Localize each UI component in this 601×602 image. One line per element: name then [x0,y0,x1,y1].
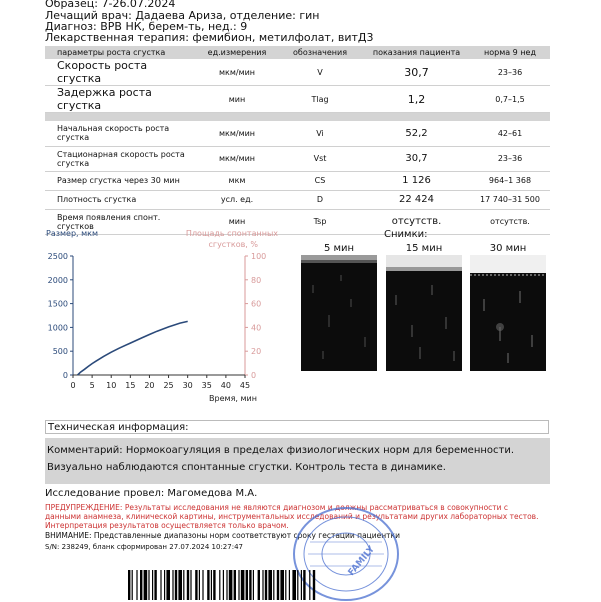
param-value: 52,2 [363,121,470,146]
table-row [45,190,550,209]
barcode-bar [148,570,149,600]
param-code: Tsp [277,209,363,234]
y-tick-label: 1000 [47,323,68,333]
warning-body: Результаты исследования не являются диагнозом и должны рассматриваться в совокупности с данными анамнеза, клинической картины, инструментальных исследований и результатами других лабораторных тестов. Интерпретация результатов осуществляется только врачом. [45,503,539,530]
barcode-bar [253,570,254,600]
barcode-bar [289,570,290,600]
table-row [45,121,550,146]
snapshot-image [301,255,377,371]
barcode-bar [241,570,245,600]
table-divider [45,113,550,122]
y-axis-label: Размер, мкм [46,229,99,238]
barcode-bar [213,570,215,600]
x-axis-label: Время, мин [209,394,257,403]
y-tick-label: 1500 [47,299,68,309]
param-value: 30,7 [363,59,470,86]
x-tick-label: 15 [125,381,136,390]
barcode-bar [292,570,296,600]
barcode-bar [140,570,142,600]
table-row [45,59,550,86]
warning-label: ПРЕДУПРЕЖДЕНИЕ: [45,503,123,512]
barcode-bar [183,570,184,600]
x-tick-label: 20 [144,381,155,390]
y2-tick-label: 40 [251,323,262,333]
doctor-line: Лечащий врач: Дадаева Ариза, отделение: гин [45,9,320,22]
barcode-bar [309,570,310,600]
barcode-bar [246,570,248,600]
barcode-bar [285,570,286,600]
param-name: Время появления спонт. сгустков [45,209,197,234]
param-norm: 42–61 [470,121,550,146]
table-row [45,146,550,171]
barcode-bar [280,570,284,600]
param-norm: отсутств. [470,209,550,234]
param-value: 1,2 [363,86,470,113]
barcode-bar [190,570,191,600]
param-code: V [277,59,363,86]
barcode-bar [301,570,302,600]
table-header-row [45,46,550,59]
barcode-bar [313,570,315,600]
param-code: Vst [277,146,363,171]
barcode-bar [238,570,239,600]
param-code: D [277,190,363,209]
barcode-bar [178,570,182,600]
barcode-bar [258,570,260,600]
barcode-icon [128,570,424,600]
barcode-bar [303,570,305,600]
param-norm: 964–1 368 [470,171,550,190]
barcode-bar [211,570,212,600]
param-name: Стационарная скорость роста сгустка [45,146,197,171]
barcode-bar [144,570,148,600]
comment-box [45,438,550,484]
diagnosis-line: Диагноз: ВРВ НК, берем-ть, нед.: 9 [45,20,248,33]
barcode-bar [265,570,267,600]
param-norm: 23–36 [470,146,550,171]
barcode-bar [234,570,236,600]
param-value: отсутств. [363,209,470,234]
y2-axis-label: сгустков, % [208,240,258,249]
barcode-bar [226,570,227,600]
barcode-bar [199,570,200,600]
y2-tick-label: 60 [251,299,262,309]
performer-line: Исследование провел: Магомедова М.А. [45,488,258,499]
x-tick-label: 0 [70,381,76,390]
y2-tick-label: 0 [251,371,257,380]
parameters-table [45,46,550,235]
stamp-text: FAMILY [346,544,377,578]
x-tick-label: 25 [163,381,174,390]
norms-note: ВНИМАНИЕ: Представленные диапазоны норм соответствуют сроку гестации пациентки [45,531,400,540]
barcode-bar [187,570,189,600]
barcode-bar [229,570,233,600]
barcode-bar [136,570,137,600]
barcode-bar [268,570,272,600]
column-header: обозначения [277,46,363,59]
param-name: Размер сгустка через 30 мин [45,171,197,190]
barcode-bar [202,570,203,600]
param-name: Плотность сгустка [45,190,197,209]
param-norm: 0,7–1,5 [470,86,550,113]
y-tick-label: 2500 [47,252,68,261]
param-unit: мин [197,86,277,113]
x-tick-label: 35 [201,381,212,390]
snapshot-image [470,255,546,371]
barcode-bar [195,570,197,600]
therapy-line: Лекарственная терапия: фемибион, метилфолат, витД3 [45,31,374,44]
y2-axis-label: Площадь спонтанных [185,229,278,238]
barcode-bar [128,570,130,600]
y-tick-label: 0 [62,371,68,380]
barcode-bar [297,570,298,600]
param-code: Tlag [277,86,363,113]
comment-line: Комментарий: Нормокоагуляция в пределах физиологических норм для беременности. [47,445,515,456]
clot-size-line [78,321,188,375]
barcode-bar [132,570,133,600]
param-unit: мкм/мин [197,59,277,86]
snapshot-label: 15 мин [405,243,443,254]
table-row [45,171,550,190]
barcode-bar [172,570,173,600]
serial-number: S/N: 238249, бланк сформирован 27.07.2024 10:27:47 [45,543,243,551]
sample-line: Образец: 7-26.07.2024 [45,0,176,10]
barcode-bar [207,570,209,600]
column-header: параметры роста сгустка [45,46,197,59]
y2-tick-label: 100 [251,252,267,261]
snapshot-label: 5 мин [323,243,355,254]
comment-line: Визуально наблюдаются спонтанные сгустки. Контроль теста в динамике. [47,462,446,473]
param-value: 30,7 [363,146,470,171]
param-code: Vi [277,121,363,146]
snapshot-image [386,255,462,371]
param-value: 1 126 [363,171,470,190]
param-code: CS [277,171,363,190]
barcode-bar [277,570,279,600]
x-tick-label: 5 [89,381,95,390]
technical-info: Техническая информация: [45,420,549,434]
param-unit: мкм/мин [197,121,277,146]
param-norm: 23–36 [470,59,550,86]
x-tick-label: 30 [182,381,193,390]
param-name: Задержка роста сгустка [45,86,197,113]
barcode-bar [164,570,165,600]
column-header: норма 9 нед [470,46,550,59]
y-tick-label: 500 [52,347,68,357]
y2-tick-label: 80 [251,275,262,285]
snapshot-label: 30 мин [489,243,527,254]
barcode-bar [160,570,161,600]
param-value: 22 424 [363,190,470,209]
barcode-bar [152,570,153,600]
barcode-bar [249,570,251,600]
barcode-bar [166,570,170,600]
barcode-bar [175,570,177,600]
barcode-bar [262,570,263,600]
param-name: Начальная скорость роста сгустка [45,121,197,146]
y-tick-label: 2000 [47,275,68,285]
column-header: ед.измерения [197,46,277,59]
y2-tick-label: 20 [251,347,262,357]
column-header: показания пациента [363,46,470,59]
param-name: Скорость роста сгустка [45,59,197,86]
barcode-bar [219,570,220,600]
snapshots-title: Снимки: [384,229,428,240]
param-norm: 17 740–31 500 [470,190,550,209]
clot-growth-chart [40,226,280,406]
x-tick-label: 40 [220,381,231,390]
param-unit: мин [197,209,277,234]
param-unit: усл. ед. [197,190,277,209]
param-unit: мкм [197,171,277,190]
barcode-bar [223,570,224,600]
barcode-bar [154,570,156,600]
table-row [45,86,550,113]
param-unit: мкм/мин [197,146,277,171]
x-tick-label: 45 [239,381,251,390]
x-tick-label: 10 [106,381,117,390]
barcode-bar [273,570,274,600]
